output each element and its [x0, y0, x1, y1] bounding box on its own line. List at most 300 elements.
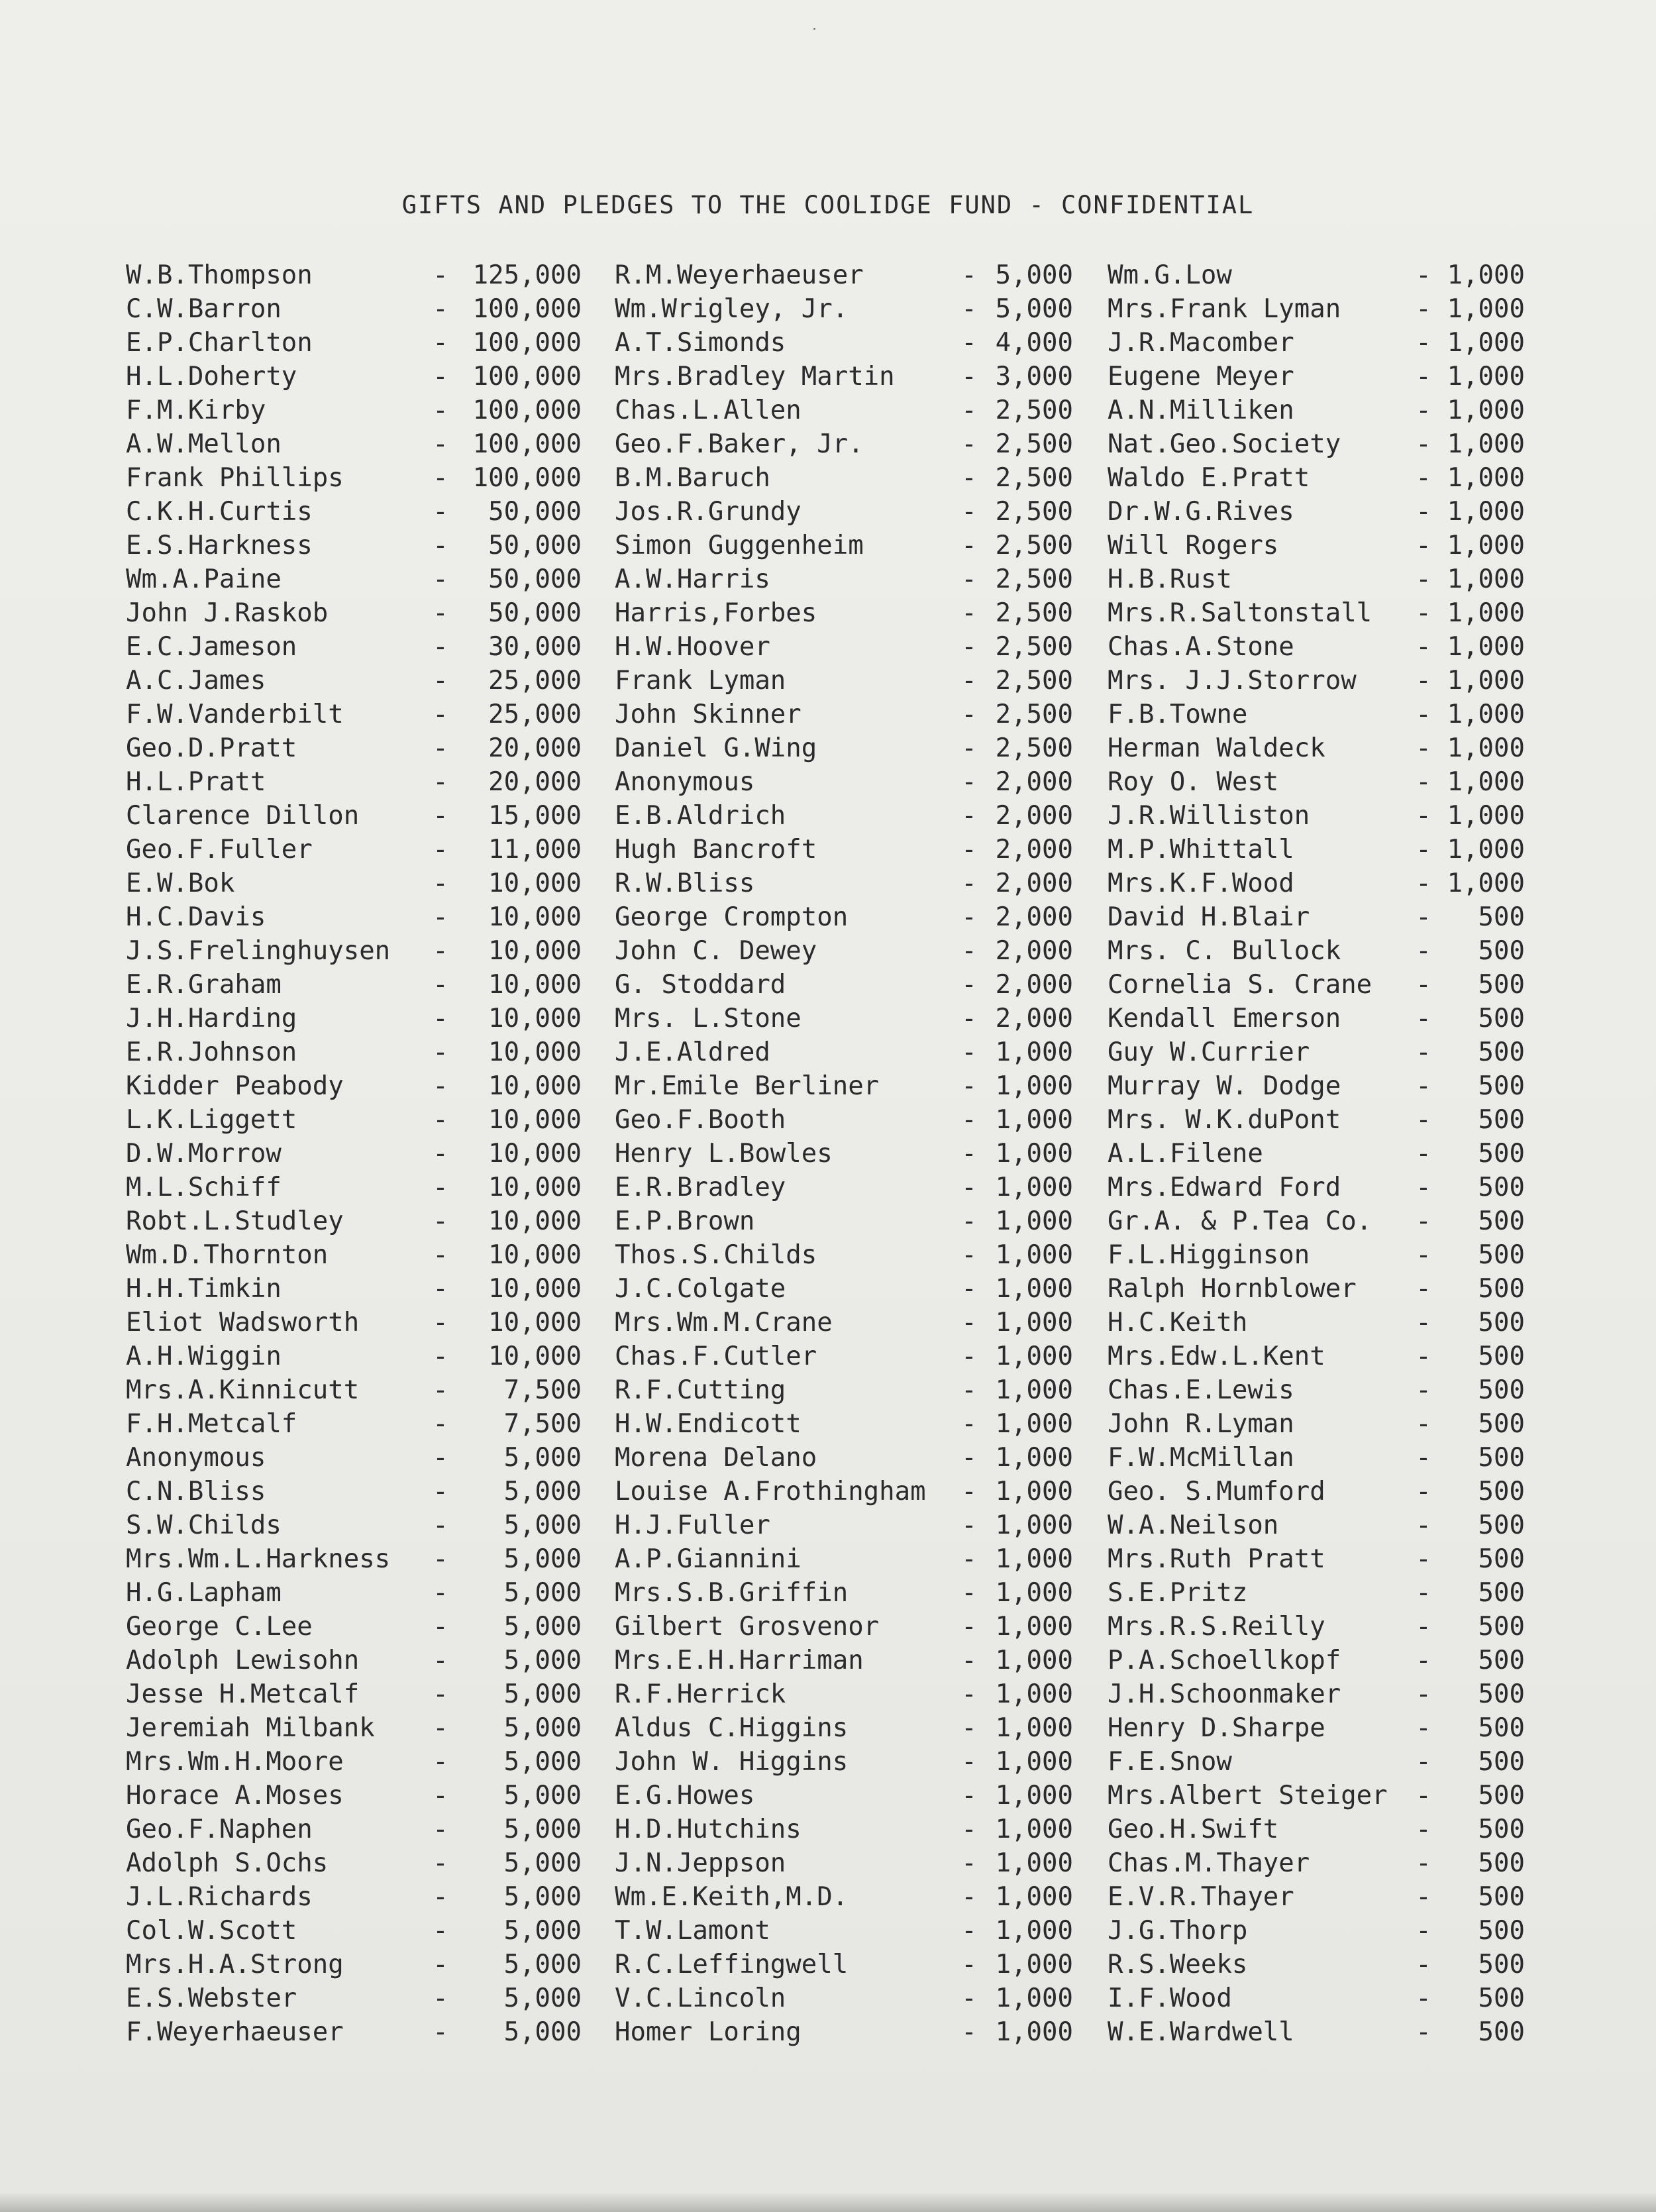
- donor-amount: 100,000: [472, 463, 582, 493]
- donor-entry: [126, 461, 590, 495]
- separator-dash: -: [961, 1308, 977, 1338]
- donor-amount: 50,000: [488, 531, 582, 560]
- separator-dash: -: [433, 1004, 448, 1033]
- separator-dash: -: [961, 869, 977, 898]
- donor-name: H.B.Rust: [1108, 564, 1232, 594]
- donor-name: John J.Raskob: [126, 598, 329, 628]
- separator-dash: -: [1416, 733, 1431, 763]
- donor-entry: [615, 1880, 1088, 1914]
- donor-name: Adolph S.Ochs: [126, 1848, 329, 1878]
- donor-name: Mrs.Edward Ford: [1108, 1173, 1341, 1202]
- donor-name: Mr.Emile Berliner: [615, 1071, 880, 1101]
- donor-name: John W. Higgins: [615, 1747, 849, 1777]
- donor-amount: 5,000: [503, 1983, 582, 2013]
- donor-amount: 500: [1478, 1646, 1525, 1675]
- separator-dash: -: [1416, 1679, 1431, 1709]
- donor-amount: 500: [1478, 902, 1525, 932]
- donor-amount: 5,000: [503, 1815, 582, 1844]
- separator-dash: -: [433, 1747, 448, 1777]
- separator-dash: -: [1416, 463, 1431, 493]
- separator-dash: -: [433, 1578, 448, 1608]
- donor-name: Kendall Emerson: [1108, 1004, 1341, 1033]
- donor-amount: 500: [1478, 1848, 1525, 1878]
- separator-dash: -: [1416, 1173, 1431, 1202]
- donor-name: Cornelia S. Crane: [1108, 970, 1372, 1000]
- donor-entry: [1108, 1813, 1545, 1846]
- donor-amount: 7,500: [503, 1375, 582, 1405]
- donor-name: F.M.Kirby: [126, 395, 266, 425]
- donor-entry: [1108, 1745, 1545, 1779]
- donor-entry: [126, 1002, 590, 1035]
- donor-name: Guy W.Currier: [1108, 1037, 1310, 1067]
- donor-entry: [615, 1035, 1088, 1069]
- separator-dash: -: [961, 1004, 977, 1033]
- donor-amount: 1,000: [1447, 429, 1525, 459]
- donor-entry: [615, 1002, 1088, 1035]
- donor-amount: 5,000: [503, 1646, 582, 1675]
- donor-entry: [615, 562, 1088, 596]
- donor-name: Louise A.Frothingham: [615, 1477, 926, 1506]
- separator-dash: -: [433, 395, 448, 425]
- separator-dash: -: [433, 1510, 448, 1540]
- donor-amount: 100,000: [472, 294, 582, 324]
- separator-dash: -: [961, 531, 977, 560]
- donor-entry: [615, 529, 1088, 562]
- donor-name: D.W.Morrow: [126, 1139, 282, 1169]
- donor-amount: 10,000: [488, 1037, 582, 1067]
- separator-dash: -: [433, 1443, 448, 1473]
- donor-amount: 1,000: [995, 1105, 1073, 1135]
- separator-dash: -: [433, 1612, 448, 1642]
- donor-amount: 5,000: [503, 1848, 582, 1878]
- donor-name: Mrs. L.Stone: [615, 1004, 802, 1033]
- donor-entry: [126, 1576, 590, 1610]
- donor-entry: [1108, 1103, 1545, 1137]
- separator-dash: -: [1416, 1443, 1431, 1473]
- donor-name: R.C.Leffingwell: [615, 1950, 849, 1979]
- donor-amount: 125,000: [472, 260, 582, 290]
- separator-dash: -: [433, 1105, 448, 1135]
- donor-entry: [126, 596, 590, 630]
- donor-amount: 1,000: [995, 1713, 1073, 1743]
- donor-name: John Skinner: [615, 700, 802, 729]
- donor-name: David H.Blair: [1108, 902, 1310, 932]
- separator-dash: -: [1416, 1781, 1431, 1811]
- donor-name: Mrs.Bradley Martin: [615, 362, 895, 392]
- donor-name: E.B.Aldrich: [615, 801, 786, 831]
- separator-dash: -: [1416, 1950, 1431, 1979]
- separator-dash: -: [1416, 1409, 1431, 1439]
- donor-name: Murray W. Dodge: [1108, 1071, 1341, 1101]
- donor-entry: [126, 258, 590, 292]
- donor-amount: 1,000: [995, 1815, 1073, 1844]
- separator-dash: -: [433, 2017, 448, 2047]
- donor-amount: 500: [1478, 1409, 1525, 1439]
- separator-dash: -: [433, 767, 448, 797]
- donor-amount: 1,000: [995, 1781, 1073, 1811]
- donor-name: Jesse H.Metcalf: [126, 1679, 360, 1709]
- separator-dash: -: [961, 1206, 977, 1236]
- donor-amount: 30,000: [488, 632, 582, 662]
- separator-dash: -: [433, 1342, 448, 1371]
- donor-name: Mrs.Wm.M.Crane: [615, 1308, 833, 1338]
- donor-entry: [1108, 529, 1545, 562]
- donor-name: R.F.Herrick: [615, 1679, 786, 1709]
- donor-entry: [126, 1272, 590, 1306]
- donor-entry: [615, 934, 1088, 968]
- donor-name: Mrs. C. Bullock: [1108, 936, 1341, 966]
- separator-dash: -: [1416, 328, 1431, 358]
- separator-dash: -: [961, 666, 977, 696]
- separator-dash: -: [1416, 2017, 1431, 2047]
- donor-entry: [126, 698, 590, 731]
- donor-entry: [126, 529, 590, 562]
- donor-entry: [615, 461, 1088, 495]
- donor-name: Mrs.E.H.Harriman: [615, 1646, 864, 1675]
- donor-entry: [615, 1813, 1088, 1846]
- donor-amount: 1,000: [1447, 869, 1525, 898]
- donor-entry: [1108, 1677, 1545, 1711]
- donor-entry: [126, 1542, 590, 1576]
- donor-name: M.L.Schiff: [126, 1173, 282, 1202]
- donor-name: J.H.Schoonmaker: [1108, 1679, 1341, 1709]
- donor-name: F.W.McMillan: [1108, 1443, 1294, 1473]
- separator-dash: -: [433, 328, 448, 358]
- donor-amount: 2,500: [995, 700, 1073, 729]
- donor-name: H.C.Davis: [126, 902, 266, 932]
- donor-amount: 2,000: [995, 902, 1073, 932]
- donor-entry: [615, 799, 1088, 833]
- donor-amount: 1,000: [1447, 801, 1525, 831]
- donor-amount: 5,000: [503, 1544, 582, 1574]
- donor-entry: [615, 495, 1088, 529]
- donor-entry: [126, 1846, 590, 1880]
- separator-dash: -: [1416, 1240, 1431, 1270]
- separator-dash: -: [961, 970, 977, 1000]
- separator-dash: -: [433, 497, 448, 527]
- donor-amount: 500: [1478, 1342, 1525, 1371]
- donor-name: John R.Lyman: [1108, 1409, 1294, 1439]
- donor-name: Geo.F.Baker, Jr.: [615, 429, 864, 459]
- separator-dash: -: [1416, 1105, 1431, 1135]
- donor-entry: [615, 1137, 1088, 1171]
- donor-entry: [1108, 1002, 1545, 1035]
- donor-name: A.P.Giannini: [615, 1544, 802, 1574]
- separator-dash: -: [961, 463, 977, 493]
- donor-amount: 50,000: [488, 598, 582, 628]
- donor-entry: [615, 765, 1088, 799]
- separator-dash: -: [1416, 395, 1431, 425]
- donor-entry: [126, 1171, 590, 1204]
- donor-entry: [126, 1238, 590, 1272]
- donor-name: A.W.Mellon: [126, 429, 282, 459]
- separator-dash: -: [1416, 598, 1431, 628]
- donor-entry: [126, 1441, 590, 1475]
- separator-dash: -: [433, 1409, 448, 1439]
- donor-amount: 50,000: [488, 497, 582, 527]
- donor-entry: [1108, 1779, 1545, 1813]
- donor-amount: 2,500: [995, 598, 1073, 628]
- donor-entry: [615, 1779, 1088, 1813]
- separator-dash: -: [433, 1477, 448, 1506]
- separator-dash: -: [961, 1815, 977, 1844]
- donor-entry: [1108, 1576, 1545, 1610]
- donor-amount: 500: [1478, 1139, 1525, 1169]
- separator-dash: -: [1416, 1916, 1431, 1946]
- separator-dash: -: [433, 1781, 448, 1811]
- separator-dash: -: [961, 1882, 977, 1912]
- donor-entry: [126, 934, 590, 968]
- donor-amount: 1,000: [1447, 564, 1525, 594]
- separator-dash: -: [961, 1646, 977, 1675]
- donor-amount: 5,000: [503, 2017, 582, 2047]
- donor-amount: 10,000: [488, 1240, 582, 1270]
- separator-dash: -: [1416, 531, 1431, 560]
- donor-entry: [126, 1204, 590, 1238]
- separator-dash: -: [433, 1206, 448, 1236]
- separator-dash: -: [433, 1071, 448, 1101]
- donor-amount: 1,000: [995, 1646, 1073, 1675]
- donor-name: Mrs.S.B.Griffin: [615, 1578, 849, 1608]
- separator-dash: -: [961, 328, 977, 358]
- donor-name: L.K.Liggett: [126, 1105, 297, 1135]
- separator-dash: -: [961, 1781, 977, 1811]
- donor-entry: [1108, 1340, 1545, 1373]
- donor-amount: 10,000: [488, 1274, 582, 1304]
- donor-entry: [126, 1981, 590, 2015]
- donor-name: J.S.Frelinghuysen: [126, 936, 391, 966]
- donor-entry: [1108, 698, 1545, 731]
- donor-name: E.P.Charlton: [126, 328, 313, 358]
- donor-name: George C.Lee: [126, 1612, 313, 1642]
- donor-name: Jeremiah Milbank: [126, 1713, 375, 1743]
- donor-amount: 5,000: [503, 1713, 582, 1743]
- donor-amount: 1,000: [1447, 700, 1525, 729]
- donor-amount: 100,000: [472, 429, 582, 459]
- donor-name: H.L.Doherty: [126, 362, 297, 392]
- donor-entry: [1108, 664, 1545, 698]
- donor-amount: 1,000: [1447, 328, 1525, 358]
- donor-amount: 500: [1478, 1882, 1525, 1912]
- separator-dash: -: [433, 1308, 448, 1338]
- donor-name: Mrs. W.K.duPont: [1108, 1105, 1341, 1135]
- donor-entry: [126, 968, 590, 1002]
- separator-dash: -: [433, 1950, 448, 1979]
- separator-dash: -: [433, 531, 448, 560]
- separator-dash: -: [1416, 260, 1431, 290]
- donor-entry: [126, 1914, 590, 1948]
- donor-amount: 500: [1478, 1443, 1525, 1473]
- donor-name: E.W.Bok: [126, 869, 235, 898]
- donor-name: Horace A.Moses: [126, 1781, 344, 1811]
- separator-dash: -: [433, 1240, 448, 1270]
- donor-amount: 500: [1478, 1578, 1525, 1608]
- donor-name: Wm.A.Paine: [126, 564, 282, 594]
- donor-name: F.B.Towne: [1108, 700, 1248, 729]
- donor-entry: [126, 326, 590, 360]
- separator-dash: -: [961, 1443, 977, 1473]
- donor-name: E.R.Johnson: [126, 1037, 297, 1067]
- donor-amount: 1,000: [995, 1848, 1073, 1878]
- donor-name: Geo.D.Pratt: [126, 733, 297, 763]
- donor-name: Mrs.K.F.Wood: [1108, 869, 1294, 898]
- donor-name: Wm.Wrigley, Jr.: [615, 294, 849, 324]
- donor-entry: [126, 1103, 590, 1137]
- donor-entry: [615, 1610, 1088, 1644]
- separator-dash: -: [1416, 1004, 1431, 1033]
- donor-name: Kidder Peabody: [126, 1071, 344, 1101]
- donor-entry: [1108, 427, 1545, 461]
- donor-name: Will Rogers: [1108, 531, 1279, 560]
- donor-entry: [1108, 495, 1545, 529]
- donor-name: W.E.Wardwell: [1108, 2017, 1294, 2047]
- donor-entry: [615, 1340, 1088, 1373]
- donor-name: W.A.Neilson: [1108, 1510, 1279, 1540]
- donor-entry: [615, 1745, 1088, 1779]
- donor-name: Chas.A.Stone: [1108, 632, 1294, 662]
- separator-dash: -: [961, 1139, 977, 1169]
- donor-amount: 1,000: [995, 1274, 1073, 1304]
- separator-dash: -: [1416, 497, 1431, 527]
- donor-amount: 2,000: [995, 767, 1073, 797]
- donor-amount: 4,000: [995, 328, 1073, 358]
- donor-amount: 1,000: [995, 1578, 1073, 1608]
- donor-entry: [126, 1407, 590, 1441]
- donor-amount: 1,000: [1447, 260, 1525, 290]
- donor-name: C.W.Barron: [126, 294, 282, 324]
- page-title: GIFTS AND PLEDGES TO THE COOLIDGE FUND - CONFIDENTIAL: [401, 191, 1255, 219]
- donor-amount: 5,000: [503, 1950, 582, 1979]
- donor-name: Chas.L.Allen: [615, 395, 802, 425]
- donor-amount: 10,000: [488, 1342, 582, 1371]
- donor-amount: 1,000: [1447, 666, 1525, 696]
- separator-dash: -: [1416, 1747, 1431, 1777]
- donor-name: Jos.R.Grundy: [615, 497, 802, 527]
- donor-name: J.L.Richards: [126, 1882, 313, 1912]
- donor-amount: 1,000: [1447, 767, 1525, 797]
- donor-entry: [615, 731, 1088, 765]
- donor-amount: 10,000: [488, 902, 582, 932]
- donor-entry: [126, 562, 590, 596]
- donor-name: H.C.Keith: [1108, 1308, 1248, 1338]
- donor-amount: 1,000: [1447, 362, 1525, 392]
- donor-amount: 5,000: [503, 1781, 582, 1811]
- separator-dash: -: [961, 395, 977, 425]
- separator-dash: -: [961, 733, 977, 763]
- donor-entry: [615, 1644, 1088, 1677]
- donor-entry: [1108, 258, 1545, 292]
- donor-amount: 5,000: [503, 1578, 582, 1608]
- donor-entry: [126, 1373, 590, 1407]
- separator-dash: -: [1416, 835, 1431, 865]
- donor-column-3: [1108, 258, 1545, 2049]
- separator-dash: -: [433, 700, 448, 729]
- donor-name: Col.W.Scott: [126, 1916, 297, 1946]
- donor-amount: 10,000: [488, 1173, 582, 1202]
- donor-entry: [126, 1948, 590, 1981]
- separator-dash: -: [433, 1679, 448, 1709]
- separator-dash: -: [961, 1409, 977, 1439]
- donor-entry: [1108, 1238, 1545, 1272]
- donor-amount: 5,000: [995, 294, 1073, 324]
- separator-dash: -: [961, 1173, 977, 1202]
- donor-entry: [615, 833, 1088, 867]
- separator-dash: -: [961, 1274, 977, 1304]
- donor-entry: [1108, 765, 1545, 799]
- donor-name: J.C.Colgate: [615, 1274, 786, 1304]
- donor-entry: [615, 1948, 1088, 1981]
- separator-dash: -: [1416, 902, 1431, 932]
- donor-name: M.P.Whittall: [1108, 835, 1294, 865]
- donor-name: R.F.Cutting: [615, 1375, 786, 1405]
- separator-dash: -: [1416, 1646, 1431, 1675]
- separator-dash: -: [961, 700, 977, 729]
- donor-entry: [1108, 1272, 1545, 1306]
- donor-amount: 5,000: [503, 1882, 582, 1912]
- separator-dash: -: [961, 1848, 977, 1878]
- donor-name: H.W.Endicott: [615, 1409, 802, 1439]
- donor-name: Geo.F.Naphen: [126, 1815, 313, 1844]
- donor-entry: [1108, 562, 1545, 596]
- donor-amount: 500: [1478, 1004, 1525, 1033]
- donor-name: S.E.Pritz: [1108, 1578, 1248, 1608]
- donor-name: Ralph Hornblower: [1108, 1274, 1357, 1304]
- donor-entry: [615, 968, 1088, 1002]
- donor-entry: [1108, 1069, 1545, 1103]
- donor-name: C.K.H.Curtis: [126, 497, 313, 527]
- separator-dash: -: [433, 294, 448, 324]
- separator-dash: -: [1416, 1206, 1431, 1236]
- donor-name: Chas.E.Lewis: [1108, 1375, 1294, 1405]
- donor-amount: 5,000: [503, 1747, 582, 1777]
- donor-name: R.M.Weyerhaeuser: [615, 260, 864, 290]
- donor-amount: 500: [1478, 1815, 1525, 1844]
- donor-entry: [126, 1813, 590, 1846]
- donor-entry: [126, 394, 590, 427]
- donor-entry: [615, 1981, 1088, 2015]
- donor-amount: 500: [1478, 1679, 1525, 1709]
- donor-entry: [615, 1306, 1088, 1340]
- donor-amount: 2,500: [995, 429, 1073, 459]
- separator-dash: -: [961, 1950, 977, 1979]
- separator-dash: -: [961, 1679, 977, 1709]
- donor-entry: [615, 394, 1088, 427]
- donor-entry: [615, 1441, 1088, 1475]
- separator-dash: -: [961, 260, 977, 290]
- donor-entry: [126, 765, 590, 799]
- donor-amount: 1,000: [995, 1206, 1073, 1236]
- donor-amount: 1,000: [995, 1983, 1073, 2013]
- donor-amount: 1,000: [1447, 598, 1525, 628]
- donor-name: P.A.Schoellkopf: [1108, 1646, 1341, 1675]
- separator-dash: -: [433, 429, 448, 459]
- donor-amount: 500: [1478, 1375, 1525, 1405]
- donor-entry: [1108, 394, 1545, 427]
- separator-dash: -: [1416, 1071, 1431, 1101]
- donor-amount: 1,000: [1447, 835, 1525, 865]
- separator-dash: -: [961, 1477, 977, 1506]
- separator-dash: -: [433, 902, 448, 932]
- separator-dash: -: [961, 362, 977, 392]
- donor-name: Geo.F.Booth: [615, 1105, 786, 1135]
- donor-amount: 10,000: [488, 1139, 582, 1169]
- donor-entry: [126, 1677, 590, 1711]
- donor-amount: 1,000: [995, 2017, 1073, 2047]
- donor-entry: [126, 1340, 590, 1373]
- donor-amount: 100,000: [472, 362, 582, 392]
- donor-entry: [615, 292, 1088, 326]
- donor-amount: 2,000: [995, 801, 1073, 831]
